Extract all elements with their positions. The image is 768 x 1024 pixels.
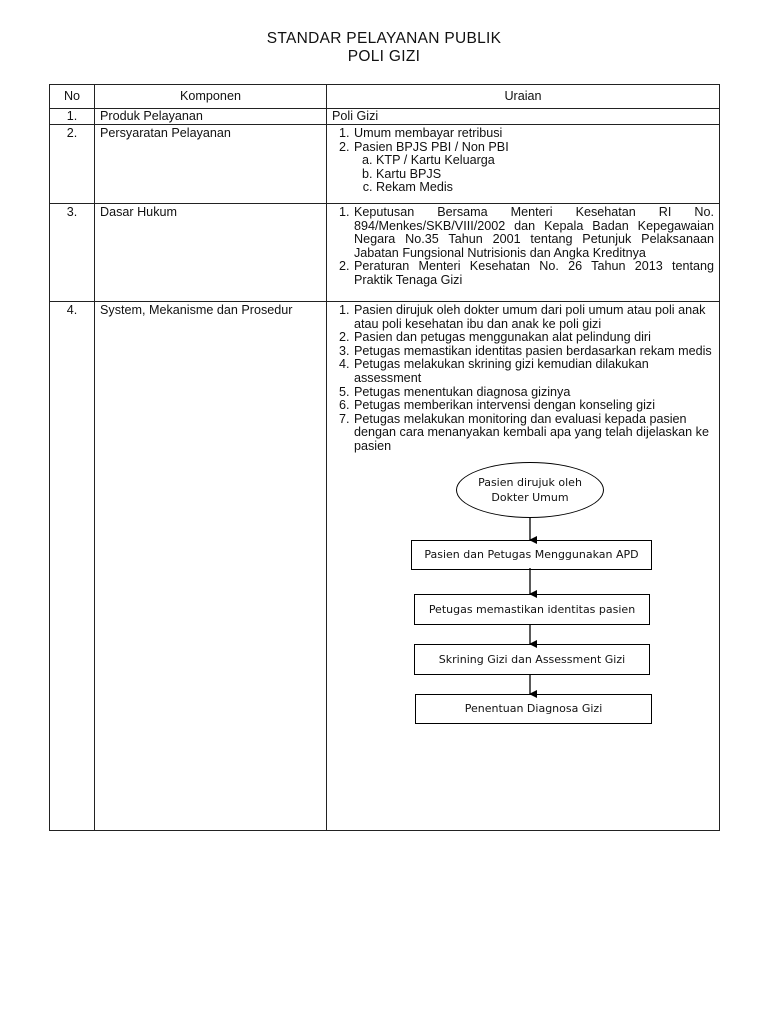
list-item: c. Rekam Medis — [376, 181, 714, 195]
flow-step-screening: Skrining Gizi dan Assessment Gizi — [414, 644, 650, 675]
list-item: 3. Petugas memastikan identitas pasien berdasarkan rekam medis — [353, 345, 714, 359]
table-row — [50, 109, 720, 125]
list-item: 5. Petugas menentukan diagnosa gizinya — [353, 386, 714, 400]
list-item: 1. Keputusan Bersama Menteri Kesehatan RI No. 894/Menkes/SKB/VIII/2002 dan Kepala Badan Kepegawaian Negara No.35 Tahun 2001 tentang Petunjuk Pelaksanaan Jabatan Fungsional Nutrisionis dan Angka Kreditnya — [353, 206, 714, 260]
list-item: 2. Peraturan Menteri Kesehatan No. 26 Tahun 2013 tentang Praktik Tenaga Gizi — [353, 260, 714, 287]
sub-requirements-list — [354, 154, 714, 195]
row-uraian: Poli Gizi — [327, 109, 720, 125]
table-row — [50, 204, 720, 302]
flow-step-identity: Petugas memastikan identitas pasien — [414, 594, 650, 625]
row-number: 4. — [50, 302, 95, 831]
header-no: No — [50, 85, 95, 109]
row-uraian — [327, 204, 720, 302]
header-komponen: Komponen — [95, 85, 327, 109]
document-title: STANDAR PELAYANAN PUBLIK — [266, 30, 502, 47]
list-item: 6. Petugas memberikan intervensi dengan konseling gizi — [353, 399, 714, 413]
row-komponen: Dasar Hukum — [95, 204, 327, 302]
service-standard-table — [49, 84, 720, 831]
flow-start-line2: Dokter Umum — [491, 490, 569, 504]
requirements-list — [332, 127, 714, 195]
row-komponen: System, Mekanisme dan Prosedur — [95, 302, 327, 831]
header-uraian: Uraian — [327, 85, 720, 109]
list-item: 4. Petugas melakukan skrining gizi kemudian dilakukan assessment — [353, 358, 714, 385]
list-item: 2. Pasien dan petugas menggunakan alat pelindung diri — [353, 331, 714, 345]
flow-step-apd: Pasien dan Petugas Menggunakan APD — [411, 540, 652, 570]
list-item — [353, 141, 714, 195]
legal-basis-list — [332, 206, 714, 288]
flow-start-oval — [456, 462, 604, 518]
row-uraian — [327, 302, 720, 831]
list-item: a. KTP / Kartu Keluarga — [376, 154, 714, 168]
flow-start-line1: Pasien dirujuk oleh — [478, 475, 582, 489]
list-item-text: Pasien BPJS PBI / Non PBI — [354, 139, 509, 154]
list-item: b. Kartu BPJS — [376, 168, 714, 182]
row-number: 1. — [50, 109, 95, 125]
procedure-list — [332, 304, 714, 454]
table-row — [50, 125, 720, 204]
list-item: 1. Umum membayar retribusi — [353, 127, 714, 141]
table-header-row — [50, 85, 720, 109]
row-komponen: Produk Pelayanan — [95, 109, 327, 125]
list-item: 7. Petugas melakukan monitoring dan evaluasi kepada pasien dengan cara menanyakan kembali apa yang telah dijelaskan ke pasien — [353, 413, 714, 454]
procedure-flowchart — [332, 460, 714, 740]
row-number: 2. — [50, 125, 95, 204]
list-item: 1. Pasien dirujuk oleh dokter umum dari poli umum atau poli anak atau poli kesehatan ibu dan anak ke poli gizi — [353, 304, 714, 331]
row-number: 3. — [50, 204, 95, 302]
row-komponen: Persyaratan Pelayanan — [95, 125, 327, 204]
flow-start-text — [478, 475, 582, 505]
table-row — [50, 302, 720, 831]
row-uraian — [327, 125, 720, 204]
flow-step-diagnosis: Penentuan Diagnosa Gizi — [415, 694, 652, 724]
document-subtitle: POLI GIZI — [347, 48, 421, 65]
